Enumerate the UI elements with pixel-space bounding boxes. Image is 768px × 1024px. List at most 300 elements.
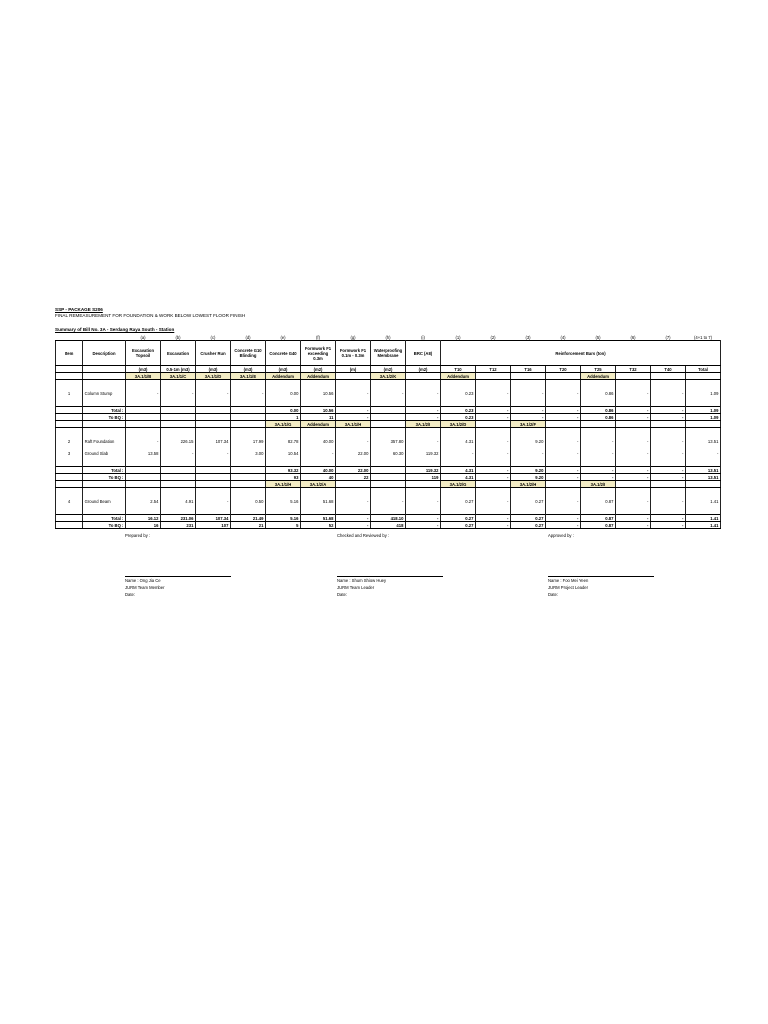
cell-waterproofing-membrane: [371, 481, 406, 488]
cell-formwork-exceeding-0-3m: 51.68: [301, 515, 336, 522]
cell-t16: 9.20: [511, 474, 546, 481]
cell-t12: -: [476, 522, 511, 529]
cell-crusher-run: [196, 459, 231, 467]
cell-concrete-g40: 0.00: [266, 387, 301, 399]
column-letter-formwork-0-1m-0-3m: (g): [350, 334, 356, 340]
cell-crusher-run: 107.34: [196, 435, 231, 447]
cell-concrete-g40: 93: [266, 474, 301, 481]
cell-description: [83, 459, 126, 467]
cell-t25: [581, 507, 616, 515]
signature-date: Date:: [548, 592, 559, 597]
cell-t25: Addendum: [581, 373, 616, 380]
cell-concrete-g10-blinding: [231, 507, 266, 515]
cell-item: [56, 414, 83, 421]
signature-date: Date:: [337, 592, 348, 597]
cell-concrete-g10-blinding: 17.99: [231, 435, 266, 447]
cell-t20: [546, 399, 581, 407]
cell-crusher-run: -: [196, 447, 231, 459]
cell-t40: [651, 428, 686, 436]
cell-rebar-total: 1.09: [686, 407, 721, 414]
column-letter-waterproofing-membrane: (h): [385, 334, 391, 340]
cell-t32: -: [616, 522, 651, 529]
cell-t16: [511, 459, 546, 467]
cell-rebar-total: [686, 399, 721, 407]
cell-t20: [546, 459, 581, 467]
cell-waterproofing-membrane: [371, 399, 406, 407]
cell-waterproofing-membrane: [371, 414, 406, 421]
cell-formwork-exceeding-0-3m: 51.68: [301, 495, 336, 507]
cell-brc-a8: 119.32: [406, 467, 441, 474]
cell-formwork-0-1m-0-3m: -: [336, 387, 371, 399]
cell-waterproofing-membrane: [371, 488, 406, 496]
cell-t32: [616, 399, 651, 407]
cell-t10: [441, 399, 476, 407]
cell-t12: [476, 507, 511, 515]
cell-t40: -: [651, 447, 686, 459]
column-letter-t32: (6): [630, 334, 636, 340]
column-letter-concrete-g40: (e): [280, 334, 286, 340]
cell-excavation-topsoil: [126, 488, 161, 496]
cell-t16: [511, 373, 546, 380]
cell-t10: 4.31: [441, 467, 476, 474]
cell-item: [56, 421, 83, 428]
cell-t20: [546, 488, 581, 496]
cell-excavation: [161, 407, 196, 414]
cell-excavation-topsoil: 13.58: [126, 447, 161, 459]
gap-row: [56, 488, 721, 496]
cell-t32: -: [616, 515, 651, 522]
cell-rebar-total: [686, 459, 721, 467]
cell-excavation: [161, 488, 196, 496]
cell-concrete-g10-blinding: [231, 421, 266, 428]
cell-t12: [476, 399, 511, 407]
cell-brc-a8: [406, 373, 441, 380]
cell-rebar-total: 13.51: [686, 435, 721, 447]
cell-t10: 0.23: [441, 407, 476, 414]
cell-t12: [476, 428, 511, 436]
cell-t40: -: [651, 515, 686, 522]
cell-description: Ground Beam: [83, 495, 126, 507]
cell-excavation-topsoil: [126, 507, 161, 515]
cell-item: [56, 399, 83, 407]
cell-concrete-g10-blinding: [231, 399, 266, 407]
cell-t32: [616, 507, 651, 515]
cell-excavation: [161, 428, 196, 436]
tobq-row: [56, 414, 721, 421]
cell-brc-a8: -: [406, 407, 441, 414]
cell-t16: 0.27: [511, 515, 546, 522]
cell-formwork-exceeding-0-3m: 40.00: [301, 435, 336, 447]
cell-t10: 3A.1/2/D: [441, 421, 476, 428]
gap-row: [56, 399, 721, 407]
cell-waterproofing-membrane: 418.10: [371, 515, 406, 522]
cell-t16: -: [511, 407, 546, 414]
cell-t20: -: [546, 522, 581, 529]
cell-brc-a8: [406, 481, 441, 488]
cell-t16: 3A.1/2/H: [511, 481, 546, 488]
cell-concrete-g10-blinding: 21.49: [231, 515, 266, 522]
signature-label: Approved by :: [548, 533, 574, 538]
unit-t10: T10: [441, 366, 476, 373]
cell-excavation-topsoil: 16: [126, 522, 161, 529]
cell-t32: -: [616, 495, 651, 507]
cell-concrete-g40: Addendum: [266, 373, 301, 380]
cell-crusher-run: [196, 488, 231, 496]
cell-rebar-total: [686, 488, 721, 496]
cell-t25: 0.87: [581, 515, 616, 522]
ref-row: [56, 421, 721, 428]
cell-crusher-run: 107: [196, 522, 231, 529]
cell-excavation-topsoil: [126, 481, 161, 488]
cell-description: To BQ :: [83, 474, 126, 481]
cell-crusher-run: [196, 421, 231, 428]
cell-t16: [511, 488, 546, 496]
cell-formwork-exceeding-0-3m: Addendum: [301, 373, 336, 380]
total-row: [56, 467, 721, 474]
cell-formwork-0-1m-0-3m: 22.00: [336, 447, 371, 459]
cell-t10: 3A.1/2/G: [441, 481, 476, 488]
column-letter-formwork-exceeding-0-3m: (f): [316, 334, 320, 340]
cell-brc-a8: [406, 507, 441, 515]
cell-t16: [511, 428, 546, 436]
cell-t16: [511, 380, 546, 388]
cell-rebar-total: 1.09: [686, 414, 721, 421]
cell-description: [83, 481, 126, 488]
bill-table-body: [56, 334, 721, 529]
cell-formwork-exceeding-0-3m: 11: [301, 414, 336, 421]
signatory-name: Name : Ong Jia Ce: [125, 578, 161, 583]
cell-t12: -: [476, 447, 511, 459]
cell-t10: [441, 507, 476, 515]
unit-description: [83, 366, 126, 373]
cell-excavation: [161, 459, 196, 467]
cell-brc-a8: [406, 428, 441, 436]
cell-t20: -: [546, 435, 581, 447]
tobq-row: [56, 474, 721, 481]
cell-t32: [616, 421, 651, 428]
cell-concrete-g10-blinding: [231, 467, 266, 474]
document-subtitle: FINAL REMEASUREMENT FOR FOUNDATION & WORK BELOW LOWEST FLOOR FINISH: [55, 313, 246, 318]
signatory-name: Name : Foo Mei Yeen: [548, 578, 589, 583]
cell-formwork-0-1m-0-3m: 22.00: [336, 467, 371, 474]
cell-t10: [441, 488, 476, 496]
cell-t40: [651, 507, 686, 515]
cell-item: [56, 515, 83, 522]
cell-t12: -: [476, 515, 511, 522]
cell-t12: -: [476, 387, 511, 399]
cell-t20: -: [546, 495, 581, 507]
cell-rebar-total: 1.09: [686, 387, 721, 399]
cell-item: 4: [56, 495, 83, 507]
cell-excavation-topsoil: [126, 467, 161, 474]
cell-concrete-g10-blinding: [231, 481, 266, 488]
unit-t16: T16: [511, 366, 546, 373]
unit-formwork-exceeding-0-3m: (m2): [301, 366, 336, 373]
cell-t16: [511, 399, 546, 407]
cell-excavation: -: [161, 447, 196, 459]
cell-excavation: [161, 507, 196, 515]
cell-formwork-exceeding-0-3m: 10.56: [301, 387, 336, 399]
cell-formwork-0-1m-0-3m: [336, 399, 371, 407]
cell-concrete-g10-blinding: [231, 407, 266, 414]
cell-t25: [581, 380, 616, 388]
cell-excavation-topsoil: [126, 399, 161, 407]
total-row: [56, 407, 721, 414]
item-row: [56, 435, 721, 447]
cell-brc-a8: 3A.1/2/I: [406, 421, 441, 428]
header-description: Description: [83, 341, 126, 366]
cell-t40: -: [651, 522, 686, 529]
gap-row: [56, 507, 721, 515]
cell-concrete-g40: [266, 459, 301, 467]
cell-excavation: 3A.1/1/C: [161, 373, 196, 380]
cell-formwork-0-1m-0-3m: -: [336, 522, 371, 529]
cell-crusher-run: [196, 474, 231, 481]
cell-concrete-g40: 3A.1/1/H: [266, 481, 301, 488]
cell-t10: [441, 380, 476, 388]
unit-t25: T25: [581, 366, 616, 373]
unit-brc-a8: (m2): [406, 366, 441, 373]
cell-formwork-exceeding-0-3m: 3A.1/2/A: [301, 481, 336, 488]
cell-t40: -: [651, 467, 686, 474]
signature-block-approved: [548, 532, 654, 598]
header-concrete-g40: Concrete G40: [266, 341, 301, 366]
cell-concrete-g10-blinding: 3.00: [231, 447, 266, 459]
cell-rebar-total: [686, 421, 721, 428]
cell-waterproofing-membrane: [371, 467, 406, 474]
cell-t25: 0.86: [581, 407, 616, 414]
cell-excavation: 226.15: [161, 435, 196, 447]
cell-t32: -: [616, 407, 651, 414]
unit-concrete-g10-blinding: (m3): [231, 366, 266, 373]
cell-waterproofing-membrane: [371, 380, 406, 388]
cell-excavation: [161, 474, 196, 481]
cell-t20: -: [546, 387, 581, 399]
cell-crusher-run: -: [196, 387, 231, 399]
cell-rebar-total: 1.41: [686, 515, 721, 522]
cell-description: [83, 488, 126, 496]
cell-description: [83, 380, 126, 388]
cell-t25: 0.86: [581, 387, 616, 399]
cell-t16: -: [511, 387, 546, 399]
column-letter-crusher-run: (c): [210, 334, 216, 340]
cell-t10: 0.23: [441, 414, 476, 421]
column-letter-t12: (2): [490, 334, 496, 340]
cell-t40: -: [651, 414, 686, 421]
cell-t25: -: [581, 467, 616, 474]
cell-brc-a8: -: [406, 435, 441, 447]
cell-excavation-topsoil: 2.54: [126, 495, 161, 507]
cell-waterproofing-membrane: 3A.1/2/K: [371, 373, 406, 380]
cell-t10: [441, 459, 476, 467]
cell-concrete-g40: 5: [266, 522, 301, 529]
cell-t25: -: [581, 474, 616, 481]
cell-brc-a8: [406, 399, 441, 407]
cell-concrete-g40: 0.00: [266, 407, 301, 414]
cell-t32: [616, 380, 651, 388]
column-letter-t10: (1): [455, 334, 461, 340]
cell-concrete-g10-blinding: [231, 488, 266, 496]
cell-t25: [581, 488, 616, 496]
cell-t12: -: [476, 467, 511, 474]
header-waterproofing-membrane: Waterproofing Membrane: [371, 341, 406, 366]
cell-t32: [616, 459, 651, 467]
header-item: Item: [56, 341, 83, 366]
cell-formwork-0-1m-0-3m: [336, 459, 371, 467]
cell-t10: Addendum: [441, 373, 476, 380]
cell-t10: 0.27: [441, 515, 476, 522]
cell-t12: [476, 373, 511, 380]
cell-description: Ground Slab: [83, 447, 126, 459]
cell-formwork-exceeding-0-3m: 40.00: [301, 467, 336, 474]
cell-excavation-topsoil: [126, 421, 161, 428]
unit-formwork-0-1m-0-3m: (m): [336, 366, 371, 373]
cell-waterproofing-membrane: [371, 459, 406, 467]
cell-t12: -: [476, 435, 511, 447]
signature-block-checked: [337, 532, 443, 598]
cell-t40: -: [651, 435, 686, 447]
cell-brc-a8: [406, 380, 441, 388]
cell-t25: [581, 459, 616, 467]
gap-row: [56, 459, 721, 467]
cell-item: 3: [56, 447, 83, 459]
cell-excavation-topsoil: [126, 474, 161, 481]
cell-t20: [546, 428, 581, 436]
cell-concrete-g40: [266, 488, 301, 496]
column-letter-rebar-total: (4+1 to 7): [693, 334, 713, 340]
signature-date: Date:: [125, 592, 136, 597]
signature-label: Checked and Reviewed by :: [337, 533, 390, 538]
cell-rebar-total: [686, 507, 721, 515]
cell-concrete-g40: 3A.1/1/G: [266, 421, 301, 428]
cell-t10: 0.27: [441, 495, 476, 507]
cell-t32: -: [616, 474, 651, 481]
ref-row: [56, 373, 721, 380]
cell-rebar-total: 1.41: [686, 522, 721, 529]
header-excavation: Excavation: [161, 341, 196, 366]
ref-row: [56, 481, 721, 488]
cell-t12: [476, 459, 511, 467]
cell-t20: -: [546, 467, 581, 474]
cell-t20: -: [546, 515, 581, 522]
cell-brc-a8: -: [406, 495, 441, 507]
cell-t25: -: [581, 447, 616, 459]
cell-rebar-total: 13.51: [686, 474, 721, 481]
header-crusher-run: Crusher Run: [196, 341, 231, 366]
cell-rebar-total: [686, 380, 721, 388]
signature-label: Prepared by :: [125, 533, 151, 538]
cell-t12: [476, 488, 511, 496]
cell-t40: -: [651, 387, 686, 399]
cell-t25: 0.87: [581, 522, 616, 529]
cell-excavation: [161, 421, 196, 428]
cell-excavation-topsoil: [126, 414, 161, 421]
cell-waterproofing-membrane: [371, 474, 406, 481]
cell-t10: [441, 428, 476, 436]
unit-rebar-total: Total: [686, 366, 721, 373]
cell-formwork-0-1m-0-3m: [336, 488, 371, 496]
column-letter-excavation: (b): [175, 334, 181, 340]
cell-t20: [546, 507, 581, 515]
cell-formwork-0-1m-0-3m: [336, 373, 371, 380]
cell-t10: 4.31: [441, 435, 476, 447]
cell-t12: -: [476, 495, 511, 507]
cell-brc-a8: -: [406, 387, 441, 399]
document-header: [55, 307, 245, 319]
header-formwork-0-1m-0-3m: Formwork F1 0.1m - 0.3m: [336, 341, 371, 366]
column-letter-concrete-g10-blinding: (d): [245, 334, 251, 340]
cell-formwork-exceeding-0-3m: [301, 459, 336, 467]
cell-concrete-g10-blinding: [231, 428, 266, 436]
cell-concrete-g40: 5.16: [266, 495, 301, 507]
cell-crusher-run: [196, 380, 231, 388]
cell-excavation-topsoil: [126, 380, 161, 388]
cell-t16: 9.20: [511, 435, 546, 447]
cell-t12: [476, 481, 511, 488]
cell-rebar-total: [686, 428, 721, 436]
cell-excavation-topsoil: [126, 459, 161, 467]
cell-rebar-total: 13.51: [686, 467, 721, 474]
cell-brc-a8: 119.32: [406, 447, 441, 459]
cell-t16: -: [511, 447, 546, 459]
cell-t25: -: [581, 435, 616, 447]
cell-t16: -: [511, 414, 546, 421]
cell-waterproofing-membrane: [371, 428, 406, 436]
cell-formwork-0-1m-0-3m: 3A.1/1/H: [336, 421, 371, 428]
unit-t20: T20: [546, 366, 581, 373]
cell-waterproofing-membrane: -: [371, 387, 406, 399]
cell-brc-a8: -: [406, 522, 441, 529]
cell-item: [56, 380, 83, 388]
cell-t20: [546, 380, 581, 388]
cell-crusher-run: [196, 428, 231, 436]
cell-formwork-exceeding-0-3m: 52: [301, 522, 336, 529]
cell-t25: [581, 428, 616, 436]
cell-item: [56, 522, 83, 529]
cell-formwork-0-1m-0-3m: [336, 507, 371, 515]
item-row: [56, 495, 721, 507]
cell-concrete-g40: 93.32: [266, 467, 301, 474]
signature-block-prepared: [125, 532, 231, 598]
cell-concrete-g10-blinding: 3A.1/1/E: [231, 373, 266, 380]
cell-t32: [616, 488, 651, 496]
cell-waterproofing-membrane: 60.30: [371, 447, 406, 459]
cell-excavation-topsoil: -: [126, 387, 161, 399]
cell-t20: -: [546, 414, 581, 421]
cell-item: 2: [56, 435, 83, 447]
cell-t10: 0.23: [441, 387, 476, 399]
cell-concrete-g10-blinding: [231, 414, 266, 421]
bill-summary-title: Summary of Bill No. 3A - Serdang Raya South - Station: [55, 327, 175, 332]
cell-t32: [616, 373, 651, 380]
cell-rebar-total: -: [686, 447, 721, 459]
cell-crusher-run: 107.34: [196, 515, 231, 522]
cell-description: Total :: [83, 467, 126, 474]
cell-t10: 4.31: [441, 474, 476, 481]
cell-concrete-g40: [266, 380, 301, 388]
units-row: [56, 366, 721, 373]
cell-t20: [546, 481, 581, 488]
cell-description: [83, 399, 126, 407]
cell-t20: [546, 421, 581, 428]
gap-row: [56, 380, 721, 388]
cell-t12: -: [476, 474, 511, 481]
cell-formwork-exceeding-0-3m: [301, 380, 336, 388]
column-letter-brc-a8: (i): [421, 334, 425, 340]
cell-concrete-g40: 82.78: [266, 435, 301, 447]
cell-excavation-topsoil: 3A.1/1/B: [126, 373, 161, 380]
cell-concrete-g40: [266, 507, 301, 515]
